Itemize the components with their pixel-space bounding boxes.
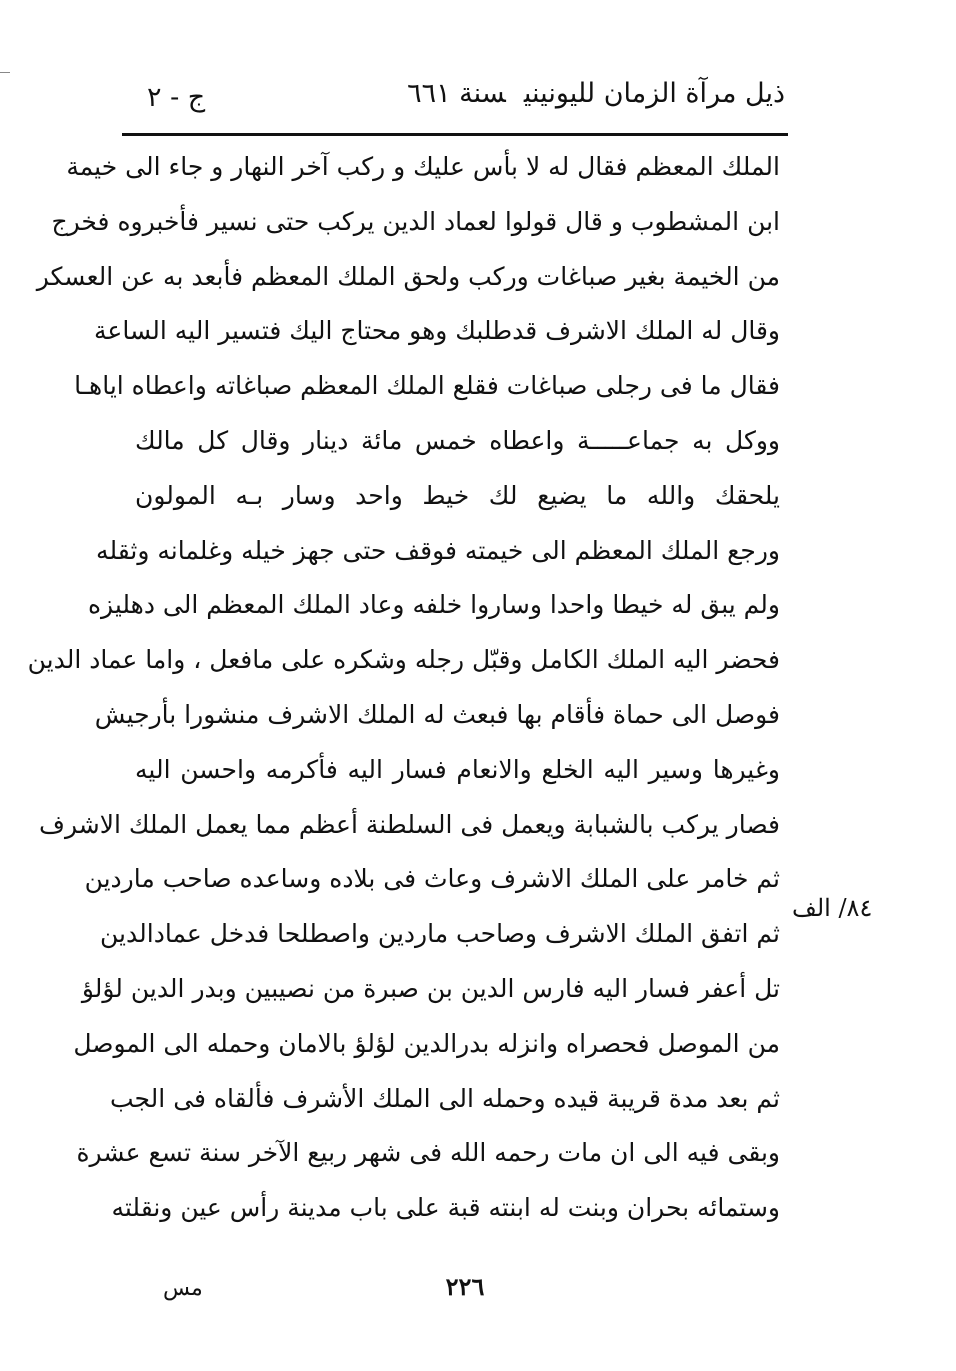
text-line: يلحقك والله ما يضيع لك خيط واحد وسار بـه المولون (135, 480, 780, 510)
text-line: فصار يركب بالشبابة ويعمل فى السلطنة أعظم مما يعمل الملك الاشرف (39, 809, 780, 839)
text-line: ثم خامر على الملك الاشرف وعاث فى بلاده وساعده صاحب ماردين (84, 864, 780, 894)
text-line: تل أعفر فسار اليه فارس الدين بن صبرة من نصيبين وبدر الدين لؤلؤ (81, 973, 780, 1003)
signature-mark: مس (163, 1276, 203, 1301)
manuscript-folio-note: ٨٤/ الف (792, 894, 873, 922)
text-line: وغيرها وسير اليه الخلع والانعام فسار اليه فأكرمه واحسن اليه (135, 754, 780, 784)
text-line: ابن المشطوب و قال قولوا لعماد الدين يركب حتى نسير فأخبروه فخرج (51, 206, 780, 236)
header-volume: ج - ٢ (147, 82, 206, 113)
page-number: ٢٢٦ (445, 1272, 485, 1301)
header-title-group (407, 78, 785, 109)
text-line: ولم يبق له خيطا واحدا وساروا خلفه وعاد الملك المعظم الى دهليزه (87, 590, 780, 620)
text-line: وبقى فيه الى ان مات رحمه الله فى شهر ربيع الآخر سنة تسع عشرة (76, 1138, 780, 1168)
text-line: وستمائه بحران وبنت له ابنته قبة على باب مدينة رأس عين ونقلته (111, 1193, 780, 1223)
text-line: ثم بعد مدة قريبة قيده وحمله الى الملك الأشرف فألقاه فى الجب (110, 1083, 780, 1113)
running-header (125, 78, 785, 128)
text-line: فقال ما فى رجلى صباغات فقلع الملك المعظم صباغاته واعطاه اياهـا (74, 371, 780, 401)
main-text (27, 140, 780, 1236)
text-line: الملك المعظم فقال له لا بأس عليك و ركب آخر النهار و جاء الى خيمة (66, 152, 780, 181)
header-rule (122, 133, 788, 136)
header-title: ذيل مرآة الزمان لليونيني (523, 78, 785, 109)
edge-mark (0, 72, 10, 73)
text-line: فوصل الى حماة فأقام بها فبعث له الملك الاشرف منشورا بأرجيش (94, 699, 780, 729)
header-year: سنة ٦٦١ (407, 78, 506, 109)
text-line: من الموصل فحصراه وانزله بدرالدين لؤلؤ بالامان وحمله الى الموصل (73, 1028, 780, 1058)
text-line: من الخيمة بغير صباغات وركب ولحق الملك المعظم فأبعد به عن العسكر (36, 261, 780, 291)
text-line: فحضر اليه الملك الكامل وقبّل رجله وشكره على مافعل ، واما عماد الدين (27, 645, 780, 675)
text-line: ورجع الملك المعظم الى خيمته فوقف حتى جهز خيله وغلمانه وثقله (96, 535, 780, 565)
text-line: ووكل به جماعـــــة واعطاه خمس مائة دينار وقال كل مالك (135, 425, 780, 455)
text-line: وقال له الملك الاشرف قدطلبك وهو محتاج اليك فتسير اليه الساعة (94, 316, 780, 346)
text-line: ثم اتفق الملك الاشرف وصاحب ماردين واصطلحا فدخل عمادالدين (100, 919, 780, 949)
